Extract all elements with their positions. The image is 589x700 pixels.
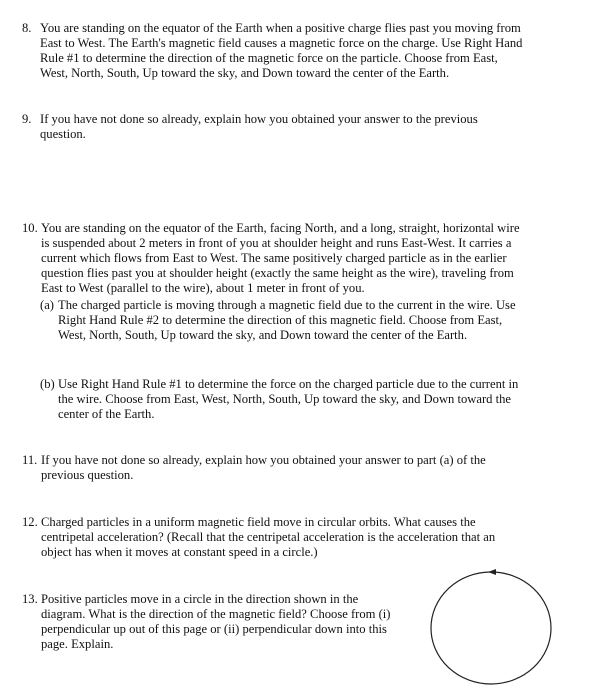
question-text: You are standing on the equator of the Earth, facing North, and a long, straight, horizontal wire is suspended about 2 meters in front of you at shoulder height and runs East-West. It carries a current which flows from East to West. The same positively charged particle as in the earlier question flies past you at shoulder height (exactly the same height as the wire), traveling from East to West (parallel to the wire), about 1 meter in front of you. xyxy=(41,221,520,295)
part-text: Use Right Hand Rule #1 to determine the force on the charged particle due to the current in the wire. Choose from East, West, North, South, Up toward the sky, and Down toward the center of the Earth. xyxy=(58,377,519,421)
question-12 xyxy=(22,515,527,560)
question-10-part-a xyxy=(40,298,532,343)
part-text: The charged particle is moving through a magnetic field due to the current in the wire. Use Right Hand Rule #2 to determine the direction of this magnetic field. Choose from East, West, North, South, Up toward the sky, and Down toward the center of the Earth. xyxy=(58,298,516,342)
question-text: If you have not done so already, explain how you obtained your answer to the previous question. xyxy=(40,112,478,141)
question-number: 9. xyxy=(22,112,32,126)
question-text: Charged particles in a uniform magnetic field move in circular orbits. What causes the centripetal acceleration? (Recall that the centripetal acceleration is the acceleration that an object has when it moves at constant speed in a circle.) xyxy=(41,515,496,559)
part-label: (a) xyxy=(40,298,54,312)
question-8 xyxy=(22,21,527,81)
question-11 xyxy=(22,453,492,483)
question-number: 8. xyxy=(22,21,32,35)
question-number: 11. xyxy=(22,453,38,467)
part-label: (b) xyxy=(40,377,55,391)
question-13 xyxy=(22,592,394,652)
question-9 xyxy=(22,112,492,142)
question-number: 13. xyxy=(22,592,38,606)
question-text: If you have not done so already, explain how you obtained your answer to part (a) of the previous question. xyxy=(41,453,486,482)
question-number: 12. xyxy=(22,515,38,529)
circular-orbit-diagram xyxy=(420,569,562,687)
question-10-part-b xyxy=(40,377,522,422)
question-10 xyxy=(22,221,527,296)
orbit-circle xyxy=(431,572,551,684)
question-number: 10. xyxy=(22,221,38,235)
question-text: You are standing on the equator of the Earth when a positive charge flies past you moving from East to West. The Earth's magnetic field causes a magnetic force on the charge. Use Right Hand Rule #1 to determine the direction of the magnetic force on the particle. Choose from East, West, North, South, Up toward the sky, and Down toward the center of the Earth. xyxy=(40,21,523,80)
question-text: Positive particles move in a circle in the direction shown in the diagram. What is the direction of the magnetic field? Choose from (i) perpendicular up out of this page or (ii) perpendicular down into this page. Explain. xyxy=(41,592,391,651)
direction-arrow-icon xyxy=(488,569,496,575)
